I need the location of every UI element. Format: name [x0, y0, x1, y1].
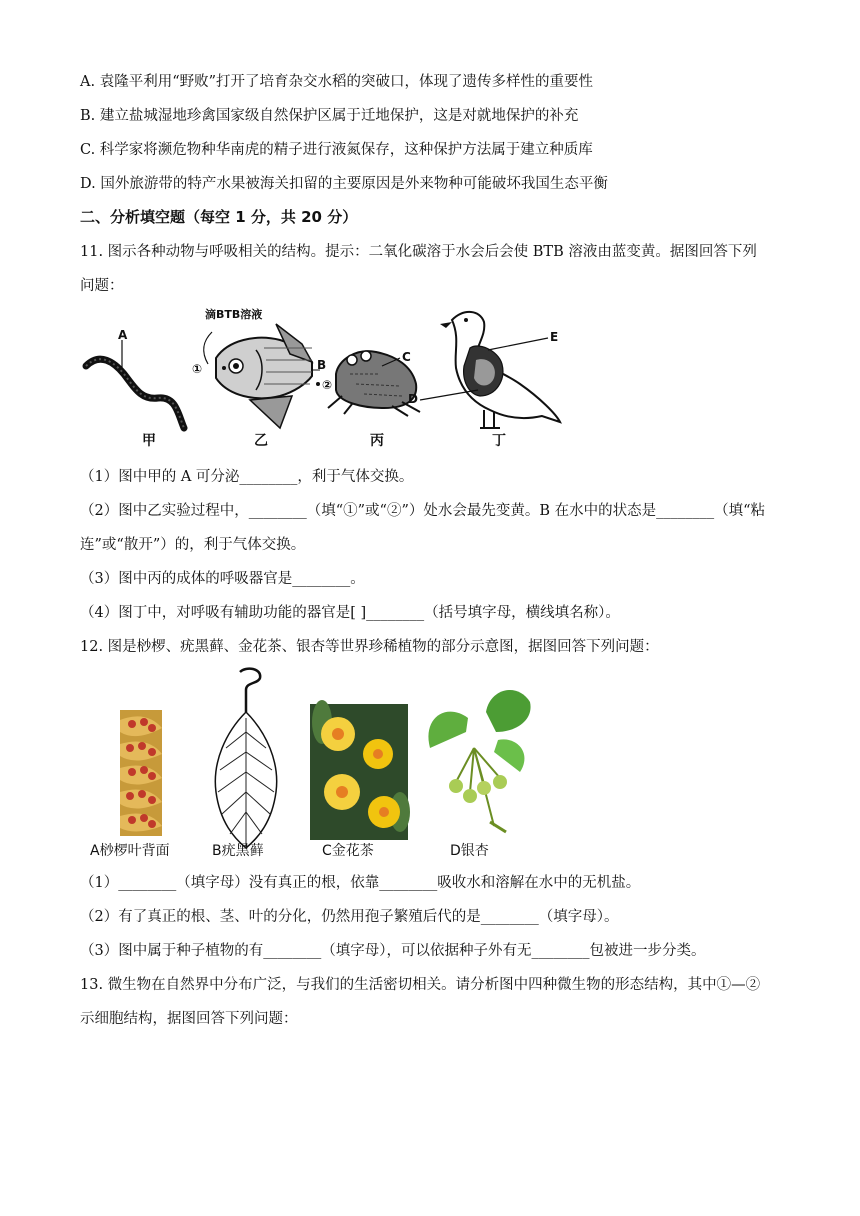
mark-2: ②: [322, 378, 333, 392]
label-d: D: [408, 392, 418, 406]
caption-plant-a: A桫椤叶背面: [90, 843, 170, 859]
section-heading: 二、分析填空题（每空 1 分，共 20 分）: [80, 208, 358, 226]
q11-stem-line1: 11. 图示各种动物与呼吸相关的结构。提示：二氧化碳溶于水会后会使 BTB 溶液由蓝变黄。据图回答下列: [80, 244, 757, 260]
q11-animal-figure: [80, 304, 580, 454]
q13-stem-line1: 13. 微生物在自然界中分布广泛，与我们的生活密切相关。请分析图中四种微生物的形态结构，其中①—②: [80, 977, 761, 993]
option-d: D. 国外旅游带的特产水果被海关扣留的主要原因是外来物种可能破坏我国生态平衡: [80, 176, 608, 192]
label-a: A: [118, 328, 128, 342]
q12-stem: 12. 图是桫椤、疣黑藓、金花茶、银杏等世界珍稀植物的部分示意图，据图回答下列问题：: [80, 639, 659, 655]
q11-stem-line2: 问题：: [80, 278, 124, 294]
btb-label: 滴BTB溶液: [205, 308, 263, 321]
fern-leaf-underside: [120, 710, 162, 836]
option-b: B. 建立盐城湿地珍禽国家级自然保护区属于迁地保护，这是对就地保护的补充: [80, 108, 579, 124]
label-b: B: [317, 358, 327, 372]
ginkgo-drawing: [428, 690, 530, 832]
caption-plant-c: C金花茶: [322, 843, 374, 859]
caption-jia: 甲: [142, 433, 156, 449]
caption-yi: 乙: [254, 433, 268, 449]
q11-sub2-line2: 连”或“散开”）的，利于气体交换。: [80, 537, 306, 553]
q11-sub3: （3）图中丙的成体的呼吸器官是________。: [80, 571, 365, 587]
q11-sub2-line1: （2）图中乙实验过程中，________（填“①”或“②”）处水会最先变黄。B 在水中的状态是________（填“粘: [80, 503, 766, 519]
caption-plant-d: D银杏: [450, 843, 489, 859]
q12-plant-figure: [86, 662, 546, 862]
golden-camellia-photo: [310, 700, 410, 840]
label-c: C: [402, 350, 411, 364]
earthworm-drawing: [86, 340, 184, 428]
caption-plant-b: B疣黑藓: [212, 843, 264, 859]
rare-plants-illustration: [86, 662, 546, 862]
q12-sub1: （1）________（填字母）没有真正的根，依靠________吸收水和溶解在水中的无机盐。: [80, 875, 641, 891]
pigeon-drawing: [420, 312, 560, 428]
q12-sub3: （3）图中属于种子植物的有________（填字母），可以依据种子外有无________包被进一步分类。: [80, 943, 706, 959]
option-a: A. 袁隆平利用“野败”打开了培育杂交水稻的突破口，体现了遗传多样性的重要性: [80, 74, 594, 90]
moss-drawing: [215, 669, 276, 848]
q13-stem-line2: 示细胞结构，据图回答下列问题：: [80, 1011, 298, 1027]
mark-1: ①: [192, 362, 203, 376]
q12-sub2: （2）有了真正的根、茎、叶的分化，仍然用孢子繁殖后代的是________（填字母）。: [80, 909, 619, 925]
caption-ding: 丁: [492, 433, 506, 449]
caption-bing: 丙: [370, 433, 384, 449]
label-e: E: [550, 330, 559, 344]
q11-sub4: （4）图丁中，对呼吸有辅助功能的器官是[ ]________（括号填字母，横线填名称）。: [80, 605, 620, 621]
option-c: C. 科学家将濒危物种华南虎的精子进行液氮保存，这种保护方法属于建立种质库: [80, 142, 593, 158]
q11-sub1: （1）图中甲的 A 可分泌________，利于气体交换。: [80, 469, 414, 485]
fish-drawing: [204, 324, 320, 428]
